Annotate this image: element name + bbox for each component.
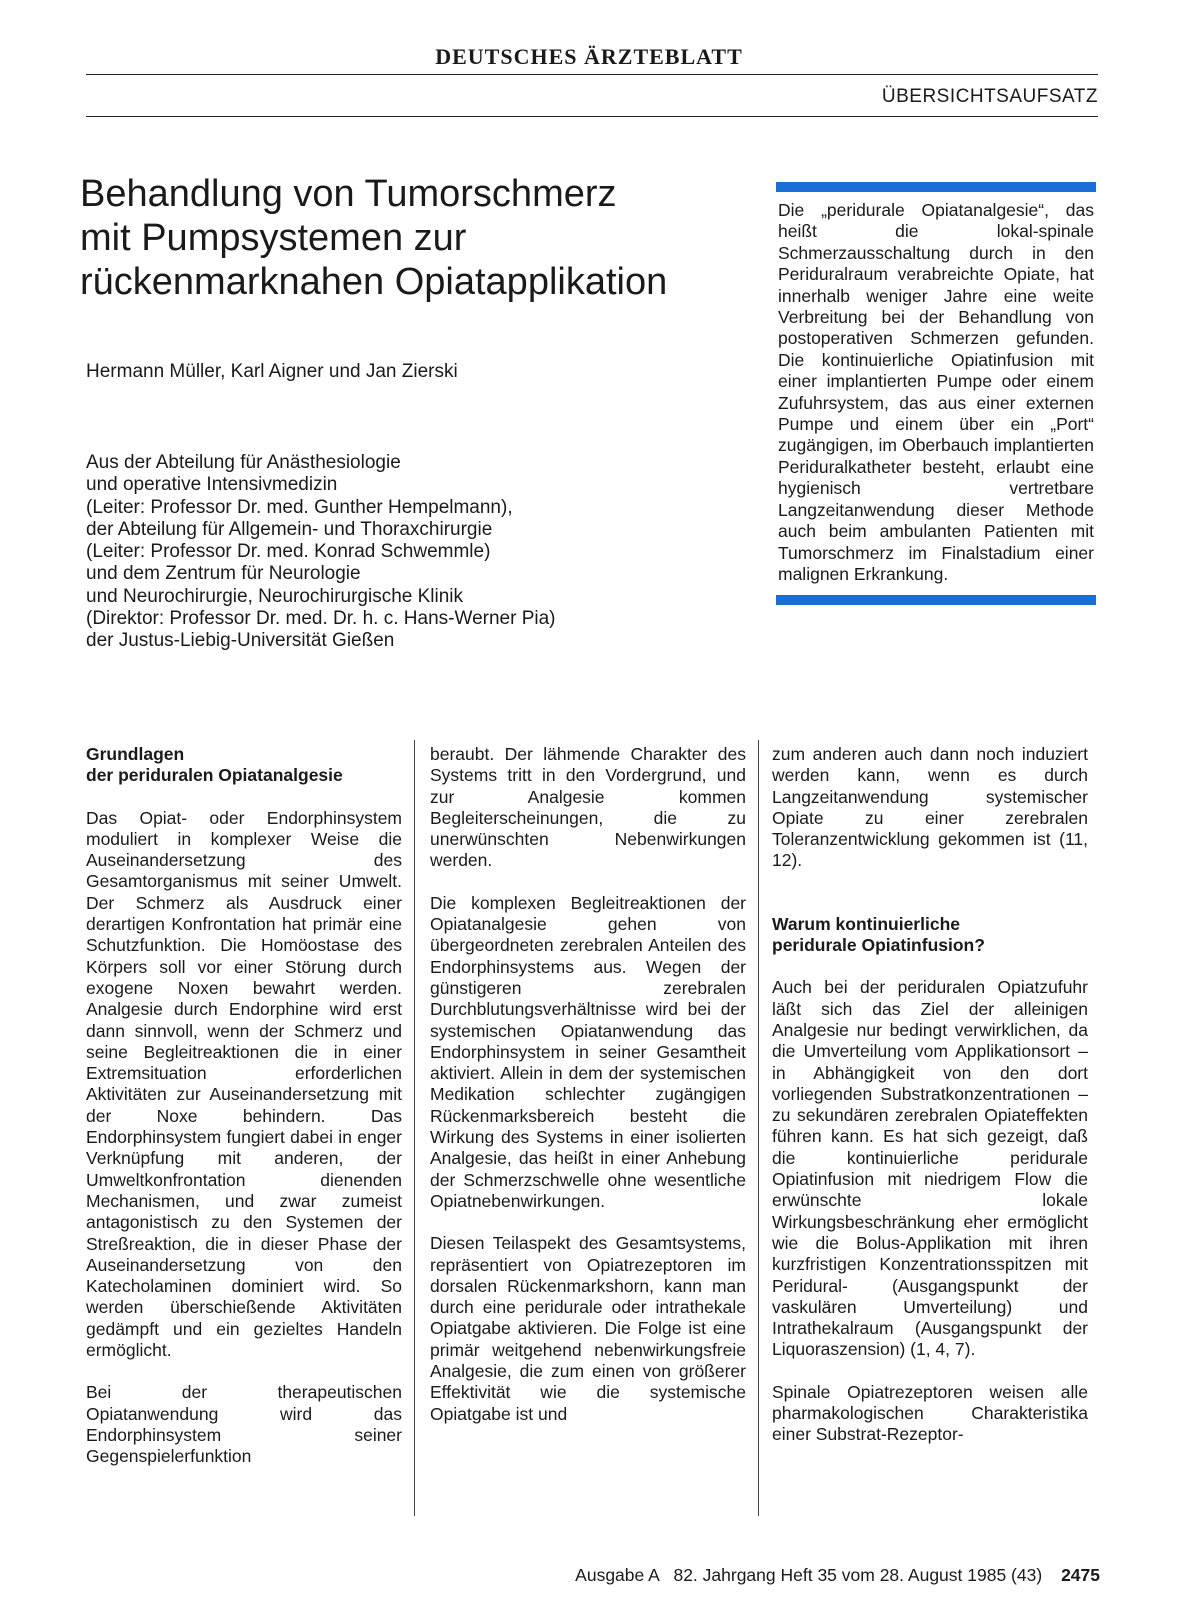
paragraph: Diesen Teilaspekt des Gesamtsystems, repräsentiert von Opiatrezeptoren im dorsalen Rückenmarkshorn, kann man durch eine peridurale oder intrathekale Opiatgabe aktivieren. Die Folge ist eine primär weitgehend nebenwirkungsfreie Analgesie, die zum einen von größerer Effektivität wie die systemische Opiatgabe ist und [430, 1233, 746, 1424]
abstract-top-bar [776, 182, 1096, 192]
paragraph: zum anderen auch dann noch induziert werden kann, wenn es durch Langzeitanwendung systemischer Opiate zu einer zerebralen Toleranzentwicklung gekommen ist (11, 12). [772, 744, 1088, 871]
affiliation-line: und dem Zentrum für Neurologie [86, 563, 361, 585]
footer-edition: Ausgabe A [575, 1565, 659, 1585]
paragraph: beraubt. Der lähmende Charakter des Systems tritt in den Vordergrund, und zur Analgesie kommen Begleiterscheinungen, die zu unerwünschten Nebenwirkungen werden. [430, 744, 746, 871]
paragraph: Spinale Opiatrezeptoren weisen alle pharmakologischen Charakteristika einer Substrat-Rezeptor- [772, 1381, 1088, 1445]
affiliation-line: Aus der Abteilung für Anästhesiologie [86, 452, 401, 473]
body-column-1 [86, 744, 402, 1489]
paragraph: Auch bei der periduralen Opiatzufuhr läßt sich das Ziel der alleinigen Analgesie nur bedingt verwirklichen, da die Umverteilung vom Applikationsort – in Abhängigkeit von den dort vorliegenden Substratkonzentrationen – zu sekundären zerebralen Opiateffekten führen kann. Es hat sich gezeigt, daß die kontinuierliche peridurale Opiatinfusion mit niedrigem Flow die erwünschte lokale Wirkungsbeschränkung eher ermöglicht wie die Bolus-Applikation mit ihren kurzfristigen Konzentrationsspitzen mit Peridural- (Ausgangspunkt der vaskulären Umverteilung) und Intrathekalraum (Ausgangspunkt der Liquoraszension) (1, 4, 7). [772, 977, 1088, 1360]
body-column-3 [772, 744, 1088, 1467]
footer-issue: 82. Jahrgang Heft 35 vom 28. August 1985 (43) [673, 1565, 1043, 1585]
paragraph: Die komplexen Begleitreaktionen der Opiatanalgesie gehen von übergeordneten zerebralen Anteilen des Endorphinsystems aus. Wegen der günstigeren zerebralen Durchblutungsverhältnisse wird bei der systemischen Opiatanwendung das Endorphinsystem in seiner Gesamtheit aktiviert. Allein in dem der systemischen Medikation schlechter zugängigen Rückenmarksbereich besteht die Wirkung des Systems in einer isolierten Analgesie, das heißt in einer Anhebung der Schmerzschwelle ohne wesentliche Opiatnebenwirkungen. [430, 892, 746, 1211]
author-affiliation [86, 452, 686, 653]
affiliation-line: (Leiter: Professor Dr. med. Konrad Schwemmle) [86, 541, 491, 563]
title-line: Behandlung von Tumorschmerz [80, 173, 617, 215]
paragraph: Bei der therapeutischen Opiatanwendung wird das Endorphinsystem seiner Gegenspielerfunktion [86, 1382, 402, 1467]
section-label: ÜBERSICHTSAUFSATZ [881, 86, 1098, 107]
page-number: 2475 [1061, 1565, 1100, 1585]
affiliation-line: und operative Intensivmedizin [86, 474, 338, 496]
page-footer [0, 1565, 1100, 1586]
abstract-box [776, 182, 1096, 605]
title-line: rückenmarknahen Opiatapplikation [80, 261, 668, 303]
article-title [80, 172, 740, 304]
heading-line: der periduralen Opiatanalgesie [86, 765, 343, 786]
column-divider [758, 740, 759, 1516]
body-column-2 [430, 744, 746, 1446]
affiliation-line: (Direktor: Professor Dr. med. Dr. h. c. Hans-Werner Pia) [86, 608, 556, 630]
spacer [772, 893, 1088, 914]
abstract-text: Die „peridurale Opiatanalgesie“, das heißt die lokal-spinale Schmerzausschaltung durch in den Periduralraum verabreichte Opiate, hat innerhalb weniger Jahre eine weite Verbreitung bei der Behandlung von postoperativen Schmerzen gefunden. Die kontinuierliche Opiatinfusion mit einer implantierten Pumpe oder einem Zufuhrsystem, das aus einer externen Pumpe und einem über ein „Port“ zugängigen, im Oberbauch implantierten Periduralkatheter besteht, erlaubt eine hygienisch vertretbare Langzeitanwendung dieser Methode auch beim ambulanten Patienten mit Tumorschmerz im Finalstadium einer malignen Erkrankung. [778, 200, 1094, 584]
article-authors: Hermann Müller, Karl Aigner und Jan Zierski [86, 361, 458, 382]
masthead-rule [86, 74, 1098, 75]
heading-line: Warum kontinuierliche [772, 913, 960, 934]
heading-line: Grundlagen [86, 744, 185, 764]
title-line: mit Pumpsystemen zur [80, 217, 467, 259]
section-heading [772, 914, 1088, 957]
section-rule [86, 116, 1098, 117]
affiliation-line: der Justus-Liebig-Universität Gießen [86, 630, 395, 652]
abstract-bottom-bar [776, 595, 1096, 605]
heading-line: peridurale Opiatinfusion? [772, 935, 985, 956]
journal-masthead: DEUTSCHES ÄRZTEBLATT [435, 44, 743, 69]
affiliation-line: (Leiter: Professor Dr. med. Gunther Hempelmann), [86, 496, 513, 518]
section-heading [86, 744, 402, 787]
column-divider [414, 740, 415, 1516]
affiliation-line: der Abteilung für Allgemein- und Thoraxchirurgie [86, 518, 493, 540]
affiliation-line: und Neurochirurgie, Neurochirurgische Klinik [86, 585, 464, 607]
paragraph: Das Opiat- oder Endorphinsystem moduliert in komplexer Weise die Auseinandersetzung des Gesamtorganismus mit seiner Umwelt. Der Schmerz als Ausdruck einer derartigen Konfrontation hat primär eine Schutzfunktion. Die Homöostase des Körpers soll vor einer Störung durch exogene Noxen bewahrt werden. Analgesie durch Endorphine wird erst dann sinnvoll, wenn der Schmerz und seine Begleitreaktionen die in einer Extremsituation erforderlichen Aktivitäten zur Auseinandersetzung mit der Noxe behindern. Das Endorphinsystem fungiert dabei in enger Verknüpfung mit anderen, der Umweltkonfrontation dienenden Mechanismen, und zwar zumeist antagonistisch zu den Systemen der Streßreaktion, die in dieser Phase der Auseinandersetzung von den Katecholaminen dominiert wird. So werden überschießende Aktivitäten gedämpft und ein gezieltes Handeln ermöglicht. [86, 807, 402, 1361]
